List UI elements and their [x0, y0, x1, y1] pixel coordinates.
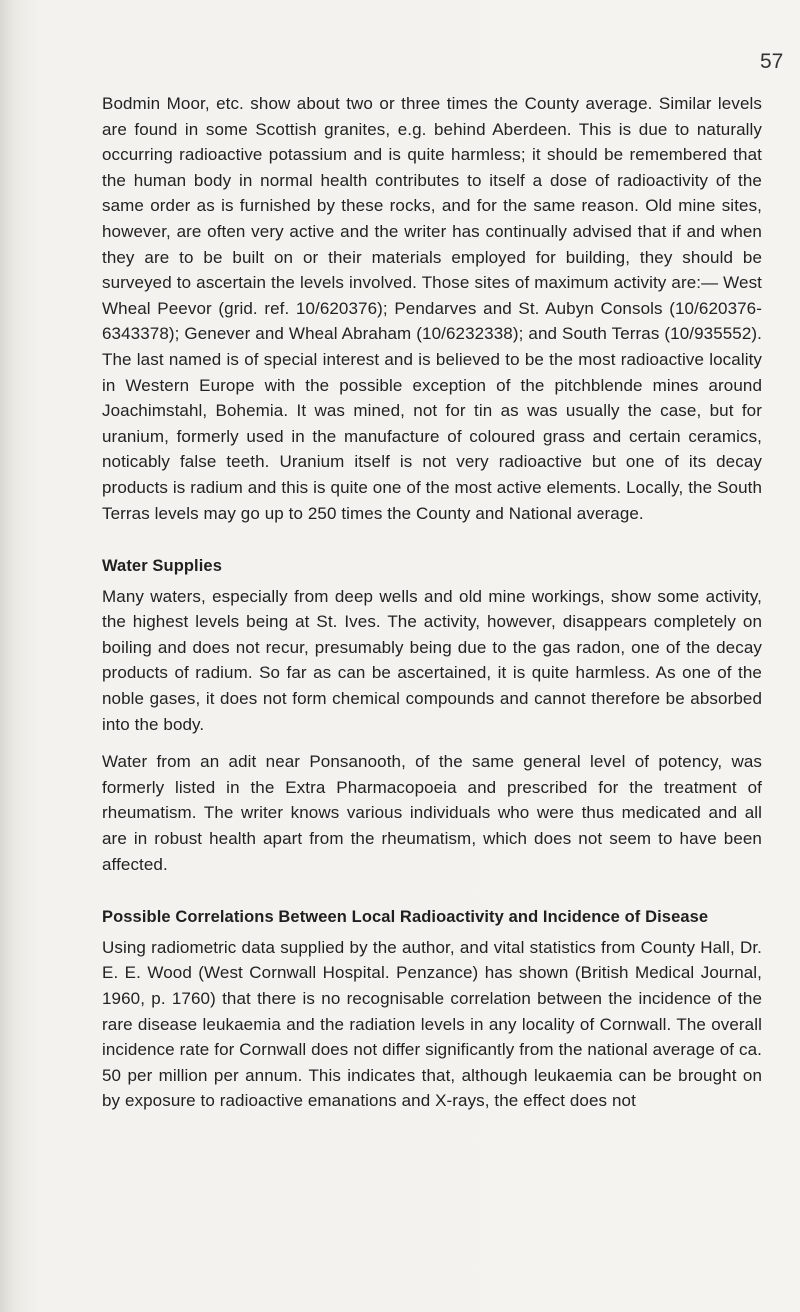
page-number: 57	[760, 50, 784, 73]
paragraph-leukaemia-correlation: Using radiometric data supplied by the author, and vital statistics from County Hall, Dr. E. E. Wood (West Cornwall Hospital. Penzance) has shown (British Medical Journal, 1960, p. 1760) that there is no recognisable correlation between the incidence of the rare disease leukaemia and the radiation levels in any locality of Cornwall. The overall incidence rate for Cornwall does not differ significantly from the national average of ca. 50 per million per annum. This indicates that, although leukaemia can be brought on by exposure to radioactive emanations and X-rays, the effect does not	[102, 937, 762, 1111]
paragraph-ponsanooth-adit: Water from an adit near Ponsanooth, of the same general level of potency, was formerly listed in the Extra Pharmacopoeia and prescribed for the treatment of rheumatism. The writer knows various individuals who were thus medicated and all are in robust health apart from the rheumatism, which does not seem to have been affected.	[102, 752, 762, 874]
section-heading-water-supplies: Water Supplies	[102, 557, 222, 576]
paragraph-water-activity: Many waters, especially from deep wells and old mine workings, show some activity, the highest levels being at St. Ives. The activity, however, disappears completely on boiling and does not recur, presumably being due to the gas radon, one of the decay products of radium. So far as can be ascertained, it is quite harmless. As one of the noble gases, it does not form chemical compounds and cannot therefore be absorbed into the body.	[102, 586, 762, 734]
body-text	[102, 91, 762, 1114]
section-heading-correlations: Possible Correlations Between Local Radioactivity and Incidence of Disease	[102, 908, 709, 927]
paragraph-radioactive-rocks: Bodmin Moor, etc. show about two or three times the County average. Similar levels are found in some Scottish granites, e.g. behind Aberdeen. This is due to naturally occurring radioactive potassium and is quite harmless; it should be remembered that the human body in normal health contributes to itself a dose of radioactivity of the same order as is furnished by these rocks, and for the same reason. Old mine sites, however, are often very active and the writer has continually advised that if and when they are to be built on or their materials employed for building, they should be surveyed to ascertain the levels involved. Those sites of maximum activity are:— West Wheal Peevor (grid. ref. 10/620376); Pendarves and St. Aubyn Consols (10/620376-6343378); Genever and Wheal Abraham (10/6232338); and South Terras (10/935552). The last named is of special interest and is believed to be the most radioactive locality in Western Europe with the possible exception of the pitchblende mines around Joachimstahl, Bohemia. It was mined, not for tin as was usually the case, but for uranium, formerly used in the manufacture of coloured grass and certain ceramics, noticably false teeth. Uranium itself is not very radioactive but one of its decay products is radium and this is quite one of the most active elements. Locally, the South Terras levels may go up to 250 times the County and National average.	[102, 94, 762, 523]
